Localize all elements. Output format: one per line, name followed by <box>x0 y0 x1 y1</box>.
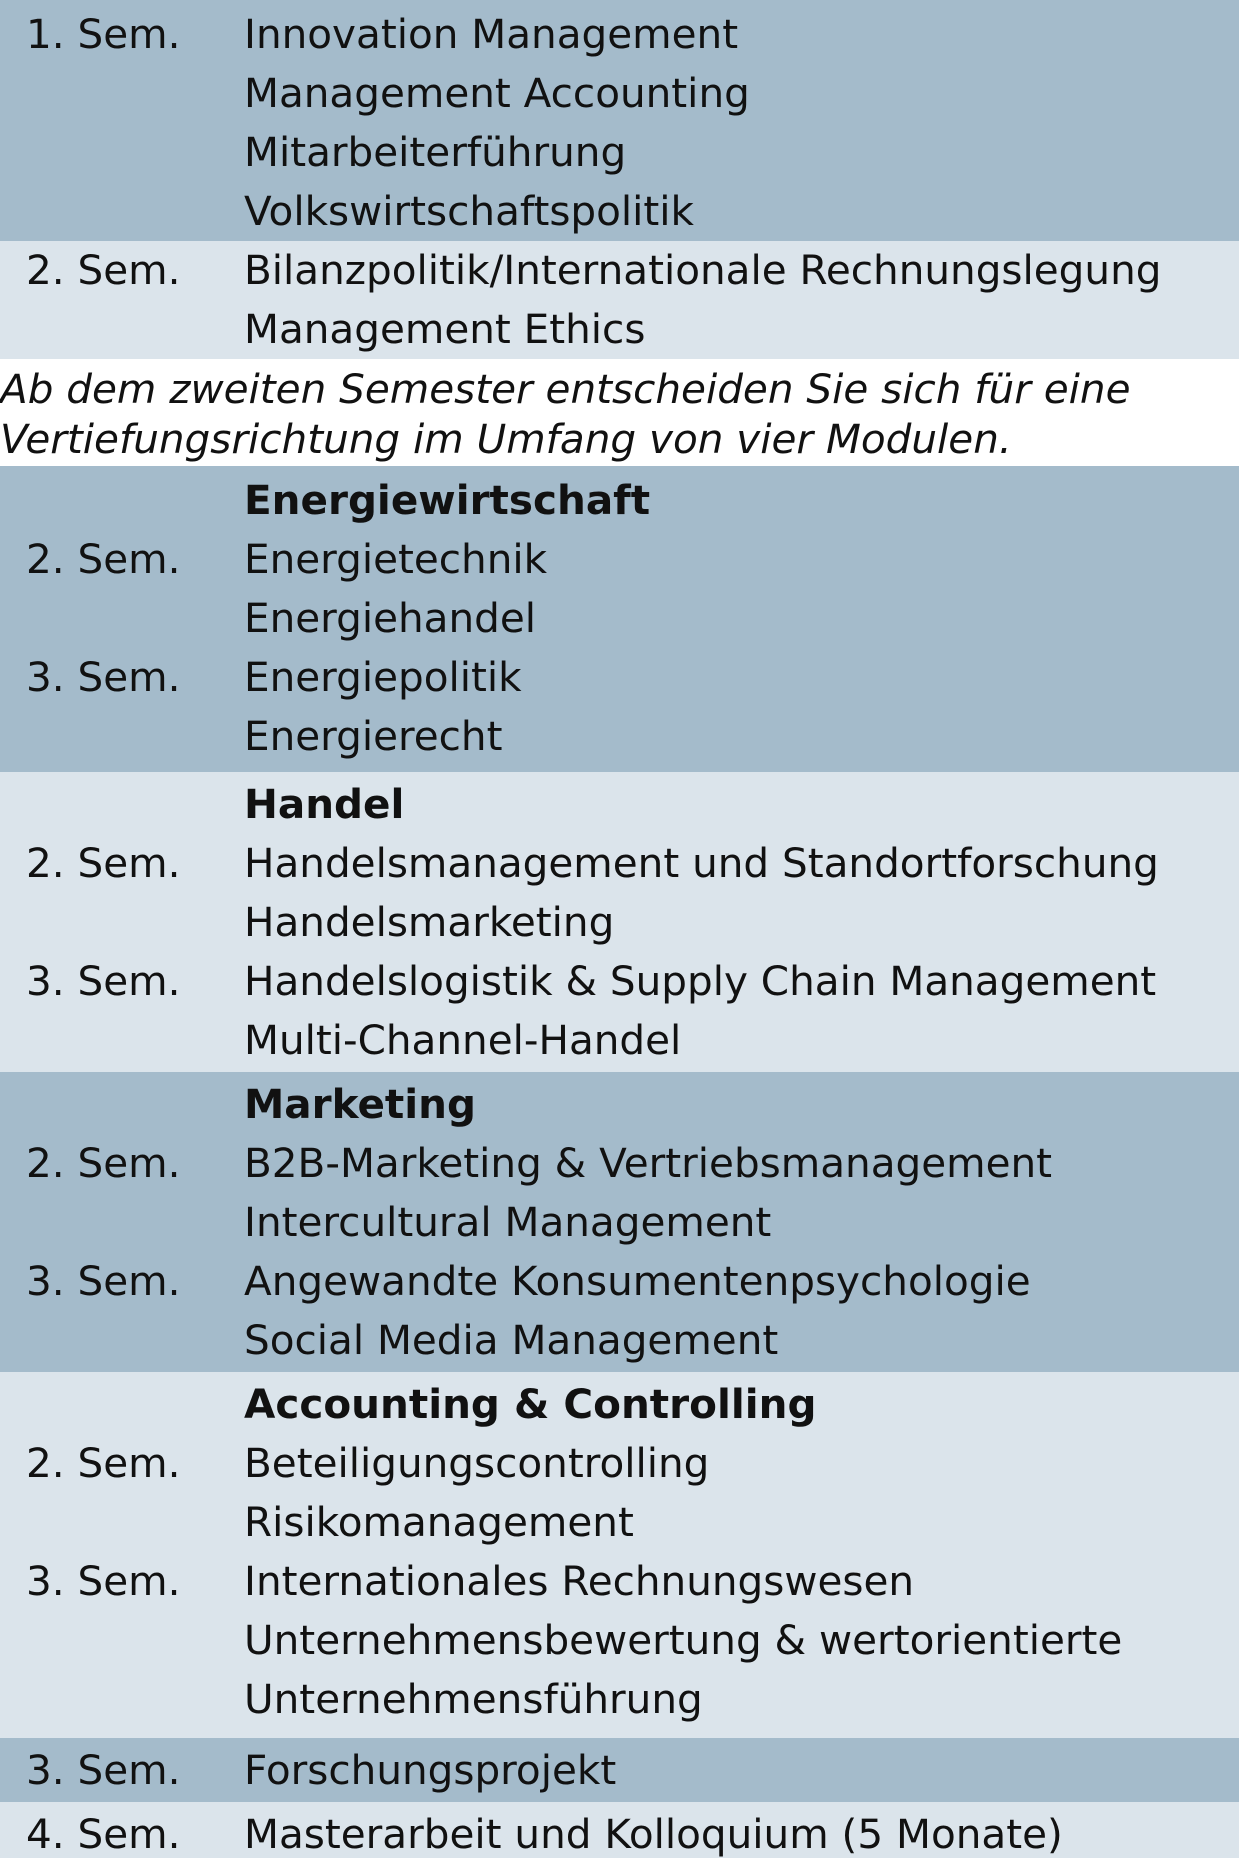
semester-block <box>0 1738 1239 1802</box>
semester-label <box>26 1311 244 1370</box>
module-name: Volkswirtschaftspolitik <box>244 187 695 235</box>
semester-label <box>26 1493 244 1552</box>
semester-label <box>26 589 244 648</box>
semester-block <box>0 241 1239 359</box>
module-name: Bilanzpolitik/Internationale Rechnungslegung <box>244 246 1162 294</box>
module-name: Masterarbeit und Kolloquium (5 Monate) <box>244 1810 1063 1858</box>
semester-label: 3. Sem. <box>26 957 181 1005</box>
semester-label <box>26 1075 244 1134</box>
specialization-note <box>0 359 1239 466</box>
module-row <box>26 1252 1239 1311</box>
semester-label <box>26 707 244 766</box>
module-name: Internationales Rechnungswesen <box>244 1557 915 1605</box>
module-row <box>26 952 1239 1011</box>
module-name: Handelsmarketing <box>244 898 615 946</box>
specialization-heading: Handel <box>244 780 405 828</box>
module-row <box>26 1611 1239 1670</box>
semester-label: 2. Sem. <box>26 1439 181 1487</box>
module-row <box>26 834 1239 893</box>
note-line: Ab dem zweiten Semester entscheiden Sie sich für eine <box>0 365 1131 413</box>
module-name: Unternehmensführung <box>244 1675 703 1723</box>
module-row <box>26 64 1239 123</box>
module-name: Beteiligungscontrolling <box>244 1439 710 1487</box>
module-row <box>26 893 1239 952</box>
specialization-heading-row <box>26 1075 1239 1134</box>
semester-label <box>26 1011 244 1070</box>
module-name: Management Ethics <box>244 305 646 353</box>
note-line: Vertiefungsrichtung im Umfang von vier Modulen. <box>0 415 1012 463</box>
module-row <box>26 589 1239 648</box>
semester-label <box>26 1193 244 1252</box>
module-row <box>26 707 1239 766</box>
semester-label: 3. Sem. <box>26 653 181 701</box>
module-name: Handelsmanagement und Standortforschung <box>244 839 1159 887</box>
semester-label <box>26 123 244 182</box>
specialization-block <box>0 1372 1239 1738</box>
module-name: Energiehandel <box>244 594 537 642</box>
semester-label <box>26 182 244 241</box>
module-row <box>26 1311 1239 1370</box>
semester-label <box>26 471 244 530</box>
module-row <box>26 1434 1239 1493</box>
module-row <box>26 1493 1239 1552</box>
module-row <box>26 241 1239 300</box>
semester-label <box>26 775 244 834</box>
module-name: Unternehmensbewertung & wertorientierte <box>244 1616 1123 1664</box>
module-name: Handelslogistik & Supply Chain Management <box>244 957 1157 1005</box>
module-row <box>26 1134 1239 1193</box>
specialization-heading: Energiewirtschaft <box>244 476 651 524</box>
semester-label: 3. Sem. <box>26 1557 181 1605</box>
module-name: B2B-Marketing & Vertriebsmanagement <box>244 1139 1053 1187</box>
semester-label: 2. Sem. <box>26 839 181 887</box>
specialization-heading-row <box>26 471 1239 530</box>
semester-label <box>26 1611 244 1670</box>
module-row <box>26 1193 1239 1252</box>
semester-label <box>26 893 244 952</box>
specialization-heading-row <box>26 775 1239 834</box>
semester-label: 4. Sem. <box>26 1810 181 1858</box>
module-name: Forschungsprojekt <box>244 1746 617 1794</box>
module-name: Risikomanagement <box>244 1498 634 1546</box>
specialization-block <box>0 1072 1239 1372</box>
module-row <box>26 5 1239 64</box>
semester-label: 2. Sem. <box>26 246 181 294</box>
specialization-block <box>0 772 1239 1072</box>
module-name: Energiepolitik <box>244 653 522 701</box>
semester-label: 1. Sem. <box>26 10 181 58</box>
module-row <box>26 1552 1239 1611</box>
semester-label <box>26 1670 244 1729</box>
semester-label: 3. Sem. <box>26 1257 181 1305</box>
semester-label: 3. Sem. <box>26 1746 181 1794</box>
specialization-block <box>0 466 1239 772</box>
module-row <box>26 182 1239 241</box>
module-row <box>26 1670 1239 1729</box>
module-row <box>26 1011 1239 1070</box>
semester-block <box>0 1802 1239 1858</box>
module-name: Angewandte Konsumentenpsychologie <box>244 1257 1031 1305</box>
module-name: Energietechnik <box>244 535 548 583</box>
module-row <box>26 1741 1239 1800</box>
module-row <box>26 530 1239 589</box>
module-name: Multi-Channel-Handel <box>244 1016 682 1064</box>
semester-label <box>26 64 244 123</box>
specialization-heading: Accounting & Controlling <box>244 1380 817 1428</box>
specialization-heading-row <box>26 1375 1239 1434</box>
module-row <box>26 1805 1239 1864</box>
specialization-heading: Marketing <box>244 1080 476 1128</box>
semester-label: 2. Sem. <box>26 535 181 583</box>
module-name: Social Media Management <box>244 1316 779 1364</box>
module-name: Mitarbeiterführung <box>244 128 627 176</box>
semester-label <box>26 1375 244 1434</box>
semester-label <box>26 300 244 359</box>
semester-label: 2. Sem. <box>26 1139 181 1187</box>
module-name: Innovation Management <box>244 10 739 58</box>
module-row <box>26 300 1239 359</box>
module-name: Energierecht <box>244 712 503 760</box>
module-name: Management Accounting <box>244 69 750 117</box>
module-name: Intercultural Management <box>244 1198 772 1246</box>
semester-block <box>0 0 1239 241</box>
module-row <box>26 648 1239 707</box>
module-row <box>26 123 1239 182</box>
